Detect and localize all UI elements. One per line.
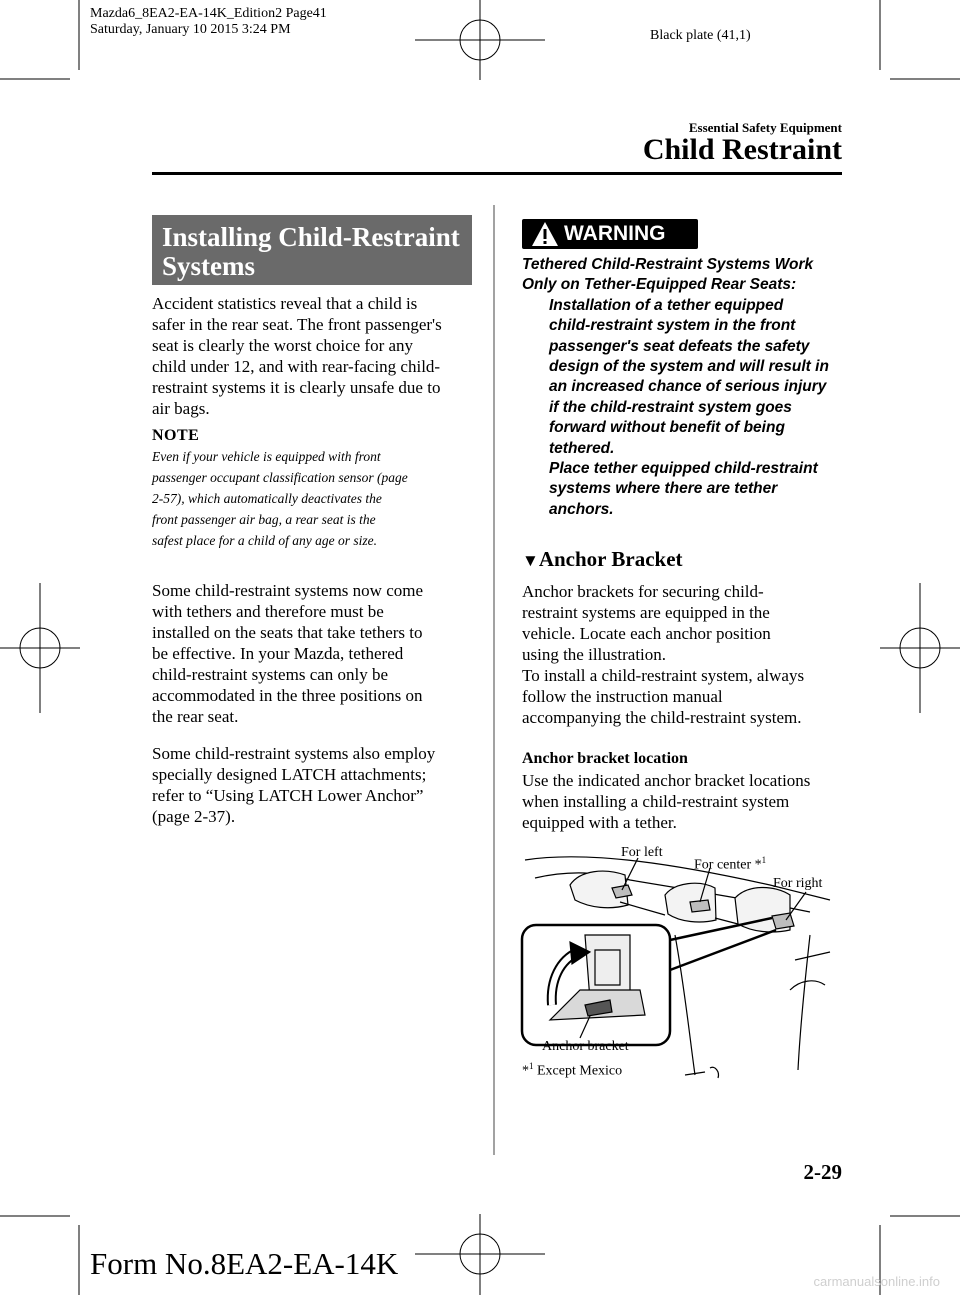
location-paragraph: Use the indicated anchor bracket locations when installing a child-restraint system equipped with a tether. (522, 771, 811, 832)
tether-paragraph: Some child-restraint systems now come with tethers and therefore must be installed on the seats that take tethers to be effective. In your Mazda, tethered child-restraint systems can only be accommodated in the three positions on the rear seat. (152, 581, 424, 726)
triangle-marker-icon: ▼ (522, 551, 539, 570)
print-date-label: Saturday, January 10 2015 3:24 PM (90, 22, 291, 37)
warning-triangle-icon (530, 219, 560, 249)
label-for-center: For center *$^1$ (694, 855, 767, 873)
banner-line-1: Installing Child-Restraint (162, 222, 460, 252)
footnote-ref-1: 1 (761, 855, 767, 865)
note-heading: NOTE (152, 427, 200, 444)
note-text: Even if your vehicle is equipped with front passenger occupant classification sensor (page 2-57), which automatically deactivates the front passenger air bag, a rear seat is the safest place for a child of any age or size. (152, 449, 408, 548)
label-for-right: For right (773, 876, 823, 891)
header-rule (152, 172, 842, 175)
section-title: Child Restraint (642, 133, 842, 166)
label-anchor-bracket: Anchor bracket (542, 1039, 629, 1054)
warning-badge (522, 219, 698, 249)
chapter-title: Essential Safety Equipment (688, 120, 842, 135)
asterisk-mark: * (754, 857, 762, 873)
banner-line-2: Systems (162, 251, 255, 281)
watermark-text: carmanualsonline.info (813, 1274, 940, 1289)
latch-paragraph: Some child-restraint systems also employ specially designed LATCH attachments; refer to “Using LATCH Lower Anchor” (page 2-37). (152, 744, 436, 826)
anchor-paragraph: Anchor brackets for securing child- restraint systems are equipped in the vehicle. Locate each anchor position using the illustration. To install a child-restraint system, always follow the instruction manual accompanying the child-restraint system. (522, 582, 805, 727)
installing-heading-banner (152, 215, 472, 285)
page-number: 2-29 (803, 1160, 842, 1184)
footnote-except-mexico: *$^1$ Except Mexico (522, 1061, 623, 1079)
form-number: Form No.8EA2-EA-14K (90, 1246, 399, 1281)
anchor-location-heading: Anchor bracket location (522, 750, 688, 767)
footnote-asterisk: * (522, 1063, 529, 1079)
black-plate-label: Black plate (41,1) (650, 28, 751, 43)
warning-text: Tethered Child-Restraint Systems Work Only on Tether-Equipped Rear Seats: Installation of a tether equipped child-restraint system in the front passenger's seat defeats the safety design of the system and will result in an increased chance of serious injury if the child-restraint system goes forward without benefit of being tethered. Place tether equipped child-restraint systems where there are tether anchors. (522, 256, 829, 518)
warning-label: WARNING (564, 222, 666, 245)
print-file-label: Mazda6_8EA2-EA-14K_Edition2 Page41 (90, 6, 327, 21)
intro-paragraph: Accident statistics reveal that a child is safer in the rear seat. The front passenger's seat is clearly the worst choice for any child under 12, and with rear-facing child- restraint systems it is clearly unsafe due to air bags. (152, 294, 442, 418)
anchor-bracket-heading: ▼Anchor Bracket (522, 547, 683, 571)
label-for-left: For left (621, 845, 663, 860)
